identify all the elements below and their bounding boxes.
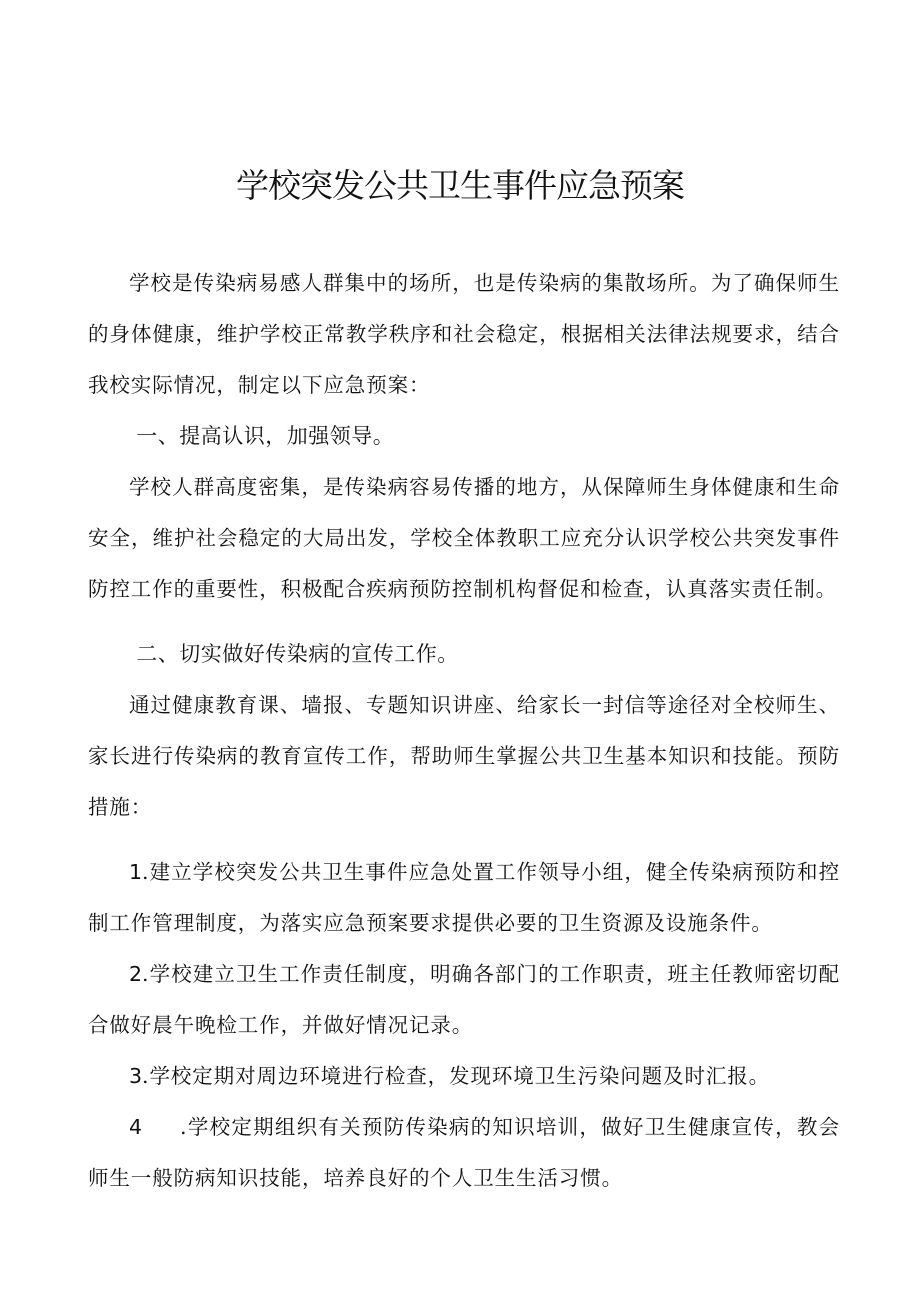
section-2-heading: 二、切实做好传染病的宣传工作。 — [136, 642, 459, 666]
measure-item-1 — [88, 847, 840, 949]
measure-item-3 — [88, 1051, 840, 1102]
measure-item-2-text: .学校建立卫生工作责任制度，明确各部门的工作职责，班主任教师密切配合做好晨午晚检工作，并做好情况记录。 — [88, 962, 840, 1037]
section-2-paragraph: 通过健康教育课、墙报、专题知识讲座、给家长一封信等途径对全校师生、家长进行传染病的教育宣传工作，帮助师生掌握公共卫生基本知识和技能。预防措施： — [88, 693, 840, 819]
measure-item-3-number: 3 — [129, 1064, 143, 1088]
measure-item-4-number: 4 — [129, 1115, 143, 1139]
measure-item-1-text: .建立学校突发公共卫生事件应急处置工作领导小组，健全传染病预防和控制工作管理制度，为落实应急预案要求提供必要的卫生资源及设施条件。 — [88, 860, 840, 935]
intro-paragraph: 学校是传染病易感人群集中的场所，也是传染病的集散场所。为了确保师生的身体健康，维护学校正常教学秩序和社会稳定，根据相关法律法规要求，结合我校实际情况，制定以下应急预案： — [88, 271, 840, 397]
section-1-paragraph: 学校人群高度密集，是传染病容易传播的地方，从保障师生身体健康和生命安全，维护社会稳定的大局出发，学校全体教职工应充分认识学校公共突发事件防控工作的重要性，积极配合疾病预防控制机构督促和检查，认真落实责任制。 — [88, 475, 840, 601]
measure-item-3-text: .学校定期对周边环境进行检查，发现环境卫生污染问题及时汇报。 — [142, 1064, 771, 1088]
measure-item-2 — [88, 949, 840, 1051]
section-1-heading: 一、提高认识，加强领导。 — [136, 424, 395, 448]
page-title: 学校突发公共卫生事件应急预案 — [236, 166, 684, 205]
measure-item-2-number: 2 — [129, 962, 143, 986]
measure-item-4 — [88, 1102, 840, 1204]
document-body — [88, 258, 840, 1204]
measure-item-4-text: .学校定期组织有关预防传染病的知识培训，做好卫生健康宣传，教会师生一般防病知识技能，培养良好的个人卫生生活习惯。 — [88, 1115, 840, 1190]
measure-item-1-number: 1 — [129, 860, 143, 884]
